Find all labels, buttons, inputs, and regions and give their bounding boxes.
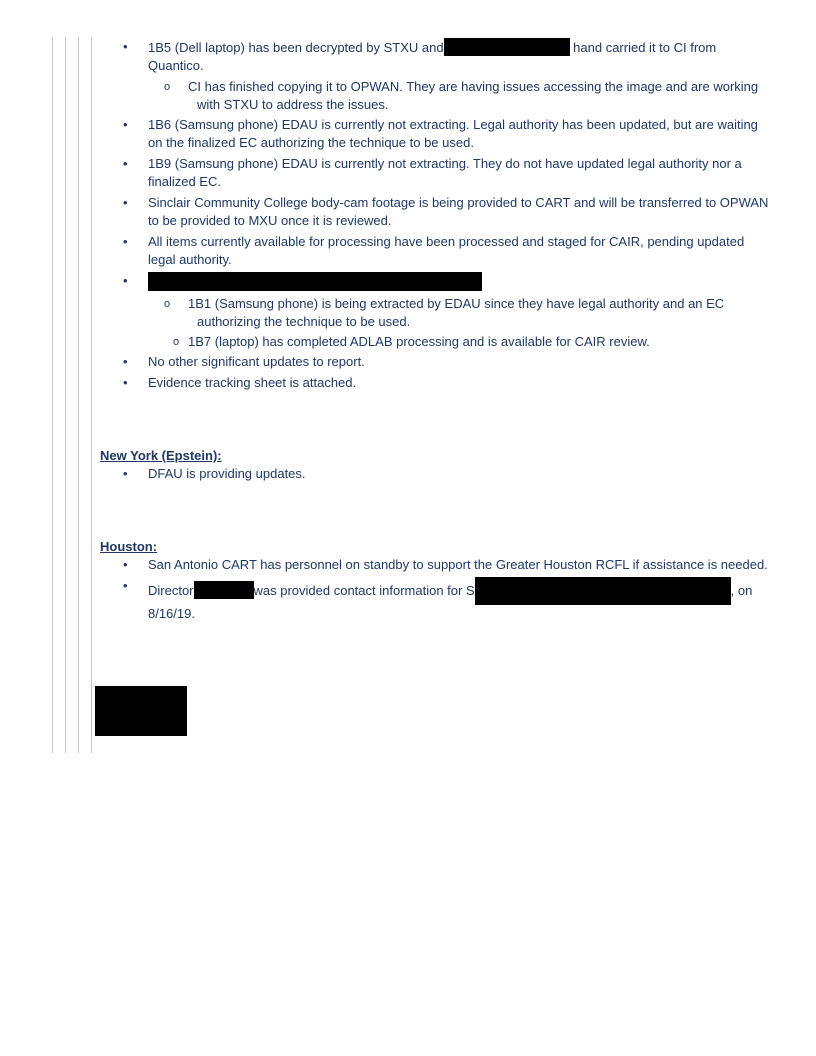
item-text: DFAU is providing updates. [148,466,306,481]
quote-bar [91,37,92,753]
sub-list [100,295,770,351]
redaction-box [194,581,254,599]
item-text: No other significant updates to report. [148,354,365,369]
redaction-box [444,38,570,56]
item-text: All items currently available for processing have been processed and staged for CAIR, pending updated legal authority. [148,234,745,267]
list-item [100,233,770,269]
item-text: Director [148,583,194,598]
bullet-icon: • [123,354,128,369]
item-text: , on 8/16/19. [148,583,753,621]
bullet-icon: • [123,195,128,210]
item-text: was provided contact information for S [253,583,475,598]
item-text: San Antonio CART has personnel on standby to support the Greater Houston RCFL if assistance is needed. [148,557,768,572]
item-text: Evidence tracking sheet is attached. [148,375,357,390]
redaction-box [475,577,731,605]
bullet-list-top [100,38,770,392]
document-body [100,38,770,626]
item-text: CI has finished copying it to OPWAN. They are having issues accessing the image and are working with STXU to address the issues. [188,79,759,112]
redaction-box [148,272,482,291]
bullet-icon: • [123,466,128,481]
list-item [100,374,770,392]
redaction-box [95,686,187,736]
item-text: 1B9 (Samsung phone) EDAU is currently not extracting. They do not have updated legal authority nor a finalized EC. [148,156,742,189]
list-item [100,556,770,574]
sub-list-item [100,333,770,351]
list-item-redacted [100,272,770,292]
sub-list-item: o 1B1 (Samsung phone) is being extracted by EDAU since they have legal authority and an EC authorizing the technique to be used. [164,296,725,329]
section-heading-new-york: New York (Epstein): [100,448,222,463]
circle-bullet-icon: o [173,336,180,348]
bullet-list-ny [100,465,770,483]
item-text: hand carried it to CI from Quantico. [148,40,717,73]
item-text: Sinclair Community College body-cam footage is being provided to CART and will be transferred to OPWAN to be provided to MXU once it is reviewed. [148,195,769,228]
item-text: 1B7 (laptop) has completed ADLAB processing and is available for CAIR review. [188,334,650,349]
item-text: 1B5 (Dell laptop) has been decrypted by STXU and [148,40,444,55]
quote-bar [65,37,66,753]
quote-bar [78,37,79,753]
list-item [100,194,770,230]
sub-list-item: o CI has finished copying it to OPWAN. They are having issues accessing the image and are working with STXU to address the issues. [164,79,759,112]
bullet-list-houston [100,556,770,623]
bullet-icon: • [123,39,128,54]
bullet-icon: • [123,557,128,572]
sub-list [100,78,770,114]
list-item [100,577,770,623]
item-text: 1B6 (Samsung phone) EDAU is currently not extracting. Legal authority has been updated, but are waiting on the finalized EC authorizing the technique to be used. [148,117,758,150]
bullet-icon: • [123,273,128,288]
bullet-icon: • [123,117,128,132]
quote-bar [52,37,53,753]
bullet-icon: • [123,375,128,390]
list-item [100,38,770,75]
list-item [100,353,770,371]
bullet-icon: • [123,156,128,171]
bullet-icon: • [123,234,128,249]
list-item [100,116,770,152]
list-item [100,155,770,191]
bullet-icon: • [123,578,128,593]
item-text: 1B1 (Samsung phone) is being extracted by EDAU since they have legal authority and an EC authorizing the technique to be used. [188,296,725,329]
section-heading-houston: Houston: [100,539,158,554]
list-item [100,465,770,483]
